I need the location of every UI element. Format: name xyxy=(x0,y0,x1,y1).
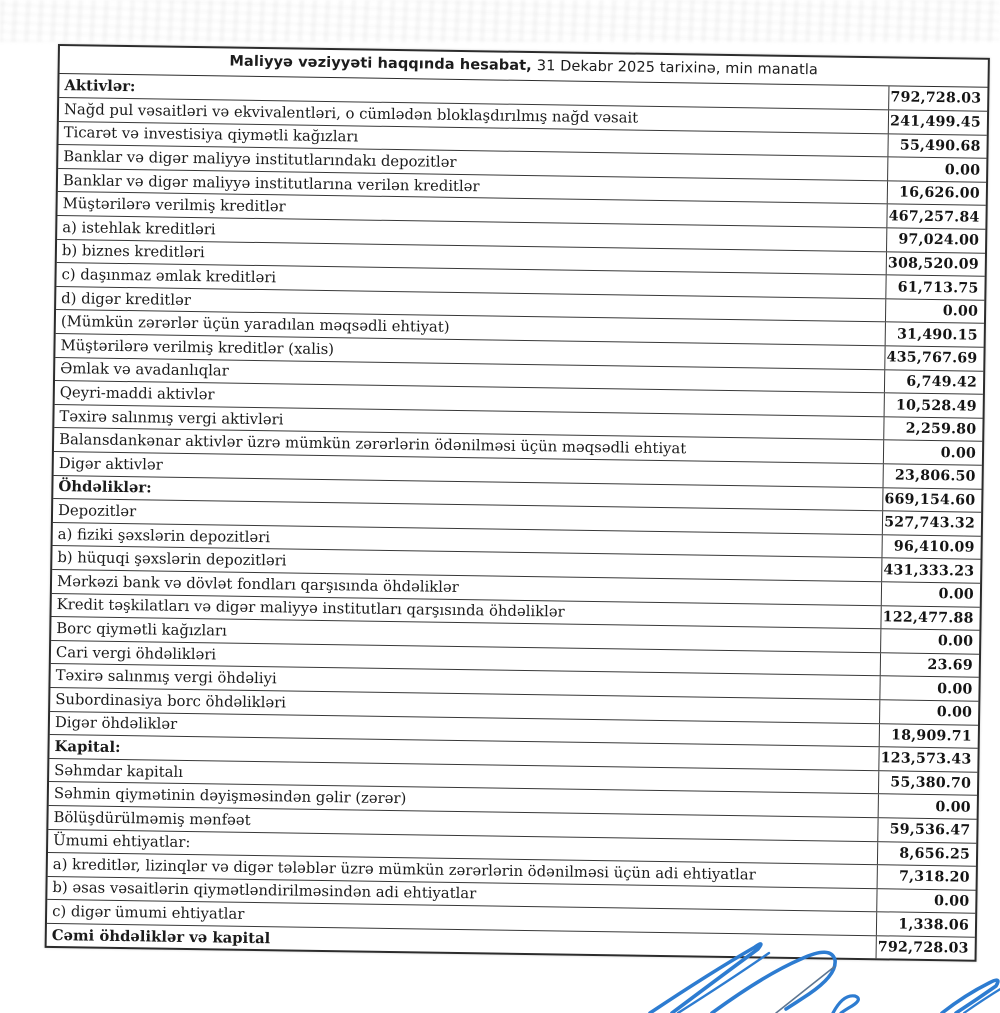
row-label: c) digər ümumi ehtiyatlar xyxy=(52,903,245,923)
signature-stroke xyxy=(678,953,769,1013)
row-label: c) daşınmaz əmlak kreditləri xyxy=(61,266,277,287)
row-label: Səhmin qiymətinin dəyişməsindən gəlir (zərər) xyxy=(53,785,407,808)
row-value: 0.00 xyxy=(887,158,986,182)
row-label: (Mümkün zərərlər üçün yaradılan məqsədli ehtiyat) xyxy=(60,313,450,337)
scan-noise-texture xyxy=(0,0,1000,42)
row-label: a) fiziki şəxslərin depozitləri xyxy=(57,525,271,546)
row-label: Digər aktivlər xyxy=(58,454,163,474)
row-label: Ümumi ehtiyatlar: xyxy=(53,832,191,852)
row-value: 59,536.47 xyxy=(877,818,976,842)
signature-stroke xyxy=(942,980,998,1013)
row-value: 467,257.84 xyxy=(886,205,985,229)
row-value: 527,743.32 xyxy=(882,511,981,535)
row-label: Təxirə salınmış vergi öhdəliyi xyxy=(55,667,277,688)
table-title-date: 31 Dekabr 2025 tarixinə, min manatla xyxy=(536,58,819,79)
row-label: Depozitlər xyxy=(57,502,137,521)
row-label: Mərkəzi bank və dövlət fondları qarşısında öhdəliklər xyxy=(56,572,459,596)
signature-stroke xyxy=(712,952,835,1013)
row-label: Təxirə salınmış vergi aktivləri xyxy=(59,407,284,428)
signature-stroke xyxy=(833,996,858,1013)
row-label: b) biznes kreditləri xyxy=(61,242,205,262)
row-value: 10,528.49 xyxy=(884,394,983,418)
row-value: 55,490.68 xyxy=(887,134,986,158)
row-label: Banklar və digər maliyyə institutlarındakı depozitlər xyxy=(63,148,457,172)
row-label: b) əsas vəsaitlərin qiymətləndirilməsindən adi ehtiyatlar xyxy=(52,879,477,903)
row-label: Öhdəliklər: xyxy=(58,478,152,497)
row-value: 241,499.45 xyxy=(888,110,987,134)
row-value: 0.00 xyxy=(880,629,979,653)
row-value: 16,626.00 xyxy=(887,181,986,205)
row-value: 61,713.75 xyxy=(885,276,984,300)
row-label: Ticarət və investisiya qiymətli kağızları xyxy=(63,124,359,146)
row-label: Aktivlər: xyxy=(64,76,136,95)
row-value: 6,749.42 xyxy=(884,370,983,394)
row-value: 122,477.88 xyxy=(880,606,979,630)
row-label: a) kreditlər, lizinqlər və digər tələblər üzrə mümkün zərərlərin ödənilməsi üçün adi ehtiyatlar xyxy=(52,855,756,884)
financial-statement-table xyxy=(45,44,990,962)
table-body xyxy=(47,74,988,961)
row-label: d) digər kreditlər xyxy=(61,289,192,309)
row-label: Bölüşdürülməmiş mənfəət xyxy=(53,808,251,829)
row-value: 0.00 xyxy=(885,299,984,323)
row-value: 0.00 xyxy=(876,889,975,913)
row-label: Səhmdar kapitalı xyxy=(54,761,184,781)
row-label: b) hüquqi şəxslərin depozitləri xyxy=(57,549,287,570)
row-value: 0.00 xyxy=(879,700,978,724)
row-value: 435,767.69 xyxy=(884,346,983,370)
signature-stroke xyxy=(964,988,1000,1013)
row-label: Kapital: xyxy=(54,737,121,756)
row-value: 0.00 xyxy=(883,441,982,465)
row-value: 0.00 xyxy=(879,677,978,701)
row-label: Banklar və digər maliyyə institutlarına verilən kreditlər xyxy=(62,171,480,195)
row-value: 0.00 xyxy=(878,795,977,819)
row-value: 792,728.03 xyxy=(876,936,975,960)
row-label: Nağd pul vəsaitləri və ekvivalentləri, o cümlədən bloklaşdırılmış nağd vəsait xyxy=(63,100,639,127)
row-label: Müştərilərə verilmiş kreditlər xyxy=(62,195,286,216)
row-label: Qeyri-maddi aktivlər xyxy=(59,384,215,404)
row-label: Balansdankənar aktivlər üzrə mümkün zərərlərin ödənilməsi üçün məqsədli ehtiyat xyxy=(59,431,687,458)
row-value: 96,410.09 xyxy=(881,535,980,559)
row-label: Borc qiymətli kağızları xyxy=(56,619,227,640)
row-value: 23,806.50 xyxy=(883,464,982,488)
row-value: 2,259.80 xyxy=(883,417,982,441)
row-value: 7,318.20 xyxy=(877,865,976,889)
row-value: 123,573.43 xyxy=(878,747,977,771)
row-value: 8,656.25 xyxy=(877,842,976,866)
row-value: 1,338.06 xyxy=(876,913,975,937)
signature-stroke-thin xyxy=(776,967,834,1013)
row-value: 308,520.09 xyxy=(886,252,985,276)
row-label: Cəmi öhdəliklər və kapital xyxy=(51,926,271,947)
row-label: Subordinasiya borc öhdəlikləri xyxy=(55,690,287,712)
row-value: 669,154.60 xyxy=(882,488,981,512)
row-value: 0.00 xyxy=(881,582,980,606)
row-label: Müştərilərə verilmiş kreditlər (xalis) xyxy=(60,336,335,358)
row-value: 431,333.23 xyxy=(881,559,980,583)
row-value: 97,024.00 xyxy=(886,228,985,252)
row-value: 31,490.15 xyxy=(885,323,984,347)
row-label: Kredit təşkilatları və digər maliyyə institutları qarşısında öhdəliklər xyxy=(56,596,565,621)
row-label: a) istehlak kreditləri xyxy=(62,218,216,239)
table-title-bold: Maliyyə vəziyyəti haqqında hesabat, xyxy=(229,53,532,75)
row-value: 18,909.71 xyxy=(879,724,978,748)
row-value: 792,728.03 xyxy=(888,86,987,111)
row-label: Digər öhdəliklər xyxy=(54,714,178,734)
row-label: Cari vergi öhdəlikləri xyxy=(55,643,217,663)
row-value: 23.69 xyxy=(880,653,979,677)
row-value: 55,380.70 xyxy=(878,771,977,795)
row-label: Əmlak və avadanlıqlar xyxy=(60,360,229,380)
